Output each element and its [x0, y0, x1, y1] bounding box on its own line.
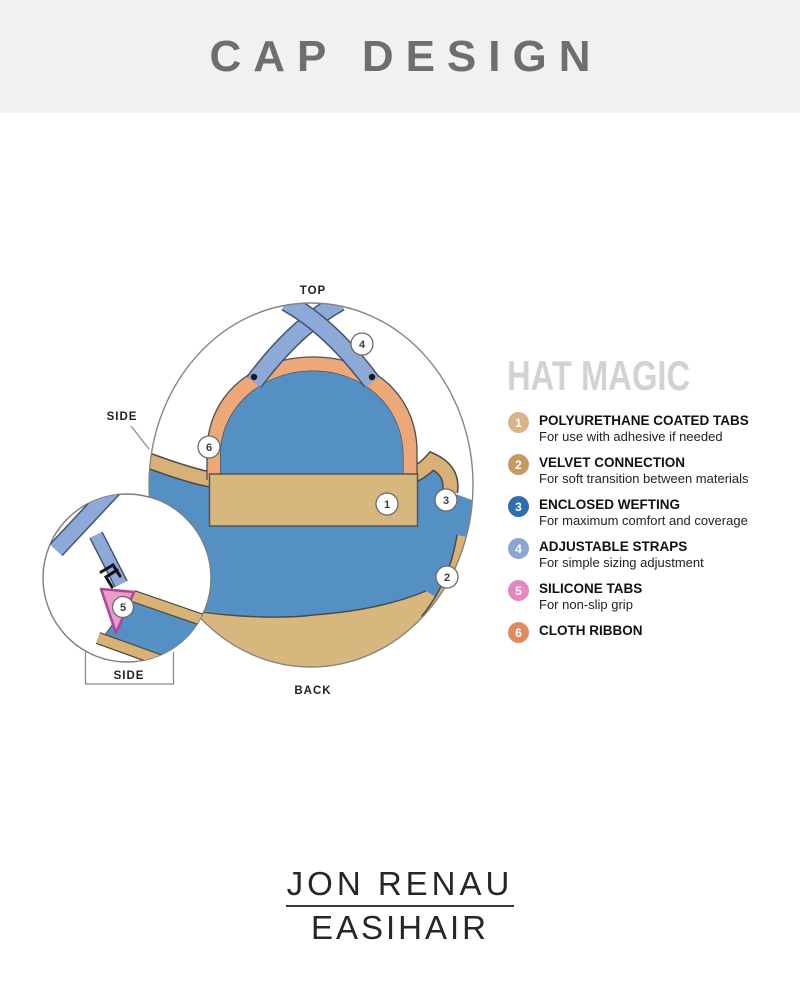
- legend-badge-1-num: 1: [515, 415, 522, 430]
- svg-text:2: 2: [443, 572, 451, 584]
- legend-desc-3: For maximum comfort and coverage: [539, 513, 748, 528]
- legend-badge-3-num: 3: [515, 499, 522, 514]
- callout-2: [436, 566, 458, 588]
- legend-panel: [507, 352, 795, 652]
- legend-title-2: VELVET CONNECTION: [539, 455, 686, 470]
- svg-text:1: 1: [383, 499, 391, 511]
- callout-3: [435, 489, 457, 511]
- legend-desc-4: For simple sizing adjustment: [539, 555, 704, 570]
- label-side: SIDE: [106, 411, 138, 423]
- brand-logo: [0, 866, 800, 947]
- legend-text-2: [539, 454, 749, 487]
- legend-desc-1: For use with adhesive if needed: [539, 429, 723, 444]
- legend-badge-1: [508, 412, 529, 433]
- legend-badge-6-num: 6: [515, 625, 522, 640]
- legend-item-cloth-ribbon: [507, 622, 795, 643]
- legend-text-1: [539, 412, 749, 445]
- callout-5: [113, 597, 134, 618]
- product-name-heading: HAT MAGIC: [507, 352, 691, 399]
- brand-name-top: JON RENAU: [286, 865, 514, 902]
- legend-title-1: POLYURETHANE COATED TABS: [539, 413, 749, 428]
- legend-item-polyurethane-tabs: [507, 412, 795, 445]
- legend-item-silicone-tabs: [507, 580, 795, 613]
- legend-text-4: [539, 538, 704, 571]
- legend-desc-2: For soft transition between materials: [539, 471, 749, 486]
- label-top: TOP: [299, 285, 327, 297]
- side-pointer-line: [131, 426, 149, 449]
- legend-badge-4-num: 4: [515, 541, 522, 556]
- legend-title-3: ENCLOSED WEFTING: [539, 497, 680, 512]
- svg-text:3: 3: [442, 495, 450, 507]
- svg-text:6: 6: [205, 442, 213, 454]
- legend-text-3: [539, 496, 748, 529]
- legend-badge-5-num: 5: [515, 583, 522, 598]
- svg-text:4: 4: [358, 339, 366, 351]
- legend-title-6: CLOTH RIBBON: [539, 623, 643, 638]
- legend-badge-6: [508, 622, 529, 643]
- legend-badge-2: [508, 454, 529, 475]
- legend-item-adjustable-straps: [507, 538, 795, 571]
- callout-4: [351, 333, 373, 355]
- legend-desc-5: For non-slip grip: [539, 597, 633, 612]
- legend-badge-2-num: 2: [515, 457, 522, 472]
- legend-item-enclosed-wefting: [507, 496, 795, 529]
- svg-text:5: 5: [119, 602, 127, 614]
- brand-divider: [286, 905, 514, 907]
- label-inset-side: SIDE: [113, 670, 145, 682]
- legend-text-6: [539, 622, 643, 639]
- legend-item-velvet-connection: [507, 454, 795, 487]
- legend-badge-4: [508, 538, 529, 559]
- legend-badge-3: [508, 496, 529, 517]
- legend-title-4: ADJUSTABLE STRAPS: [539, 539, 688, 554]
- page-title: CAP DESIGN: [209, 31, 603, 81]
- brand-name-bottom: EASIHAIR: [310, 909, 490, 946]
- strap-anchor-left: [251, 374, 257, 380]
- strap-anchor-right: [369, 374, 375, 380]
- callout-6: [198, 436, 220, 458]
- label-back: BACK: [294, 685, 332, 697]
- legend-text-5: [539, 580, 642, 613]
- legend-badge-5: [508, 580, 529, 601]
- legend-title-5: SILICONE TABS: [539, 581, 643, 596]
- callout-1: [376, 493, 398, 515]
